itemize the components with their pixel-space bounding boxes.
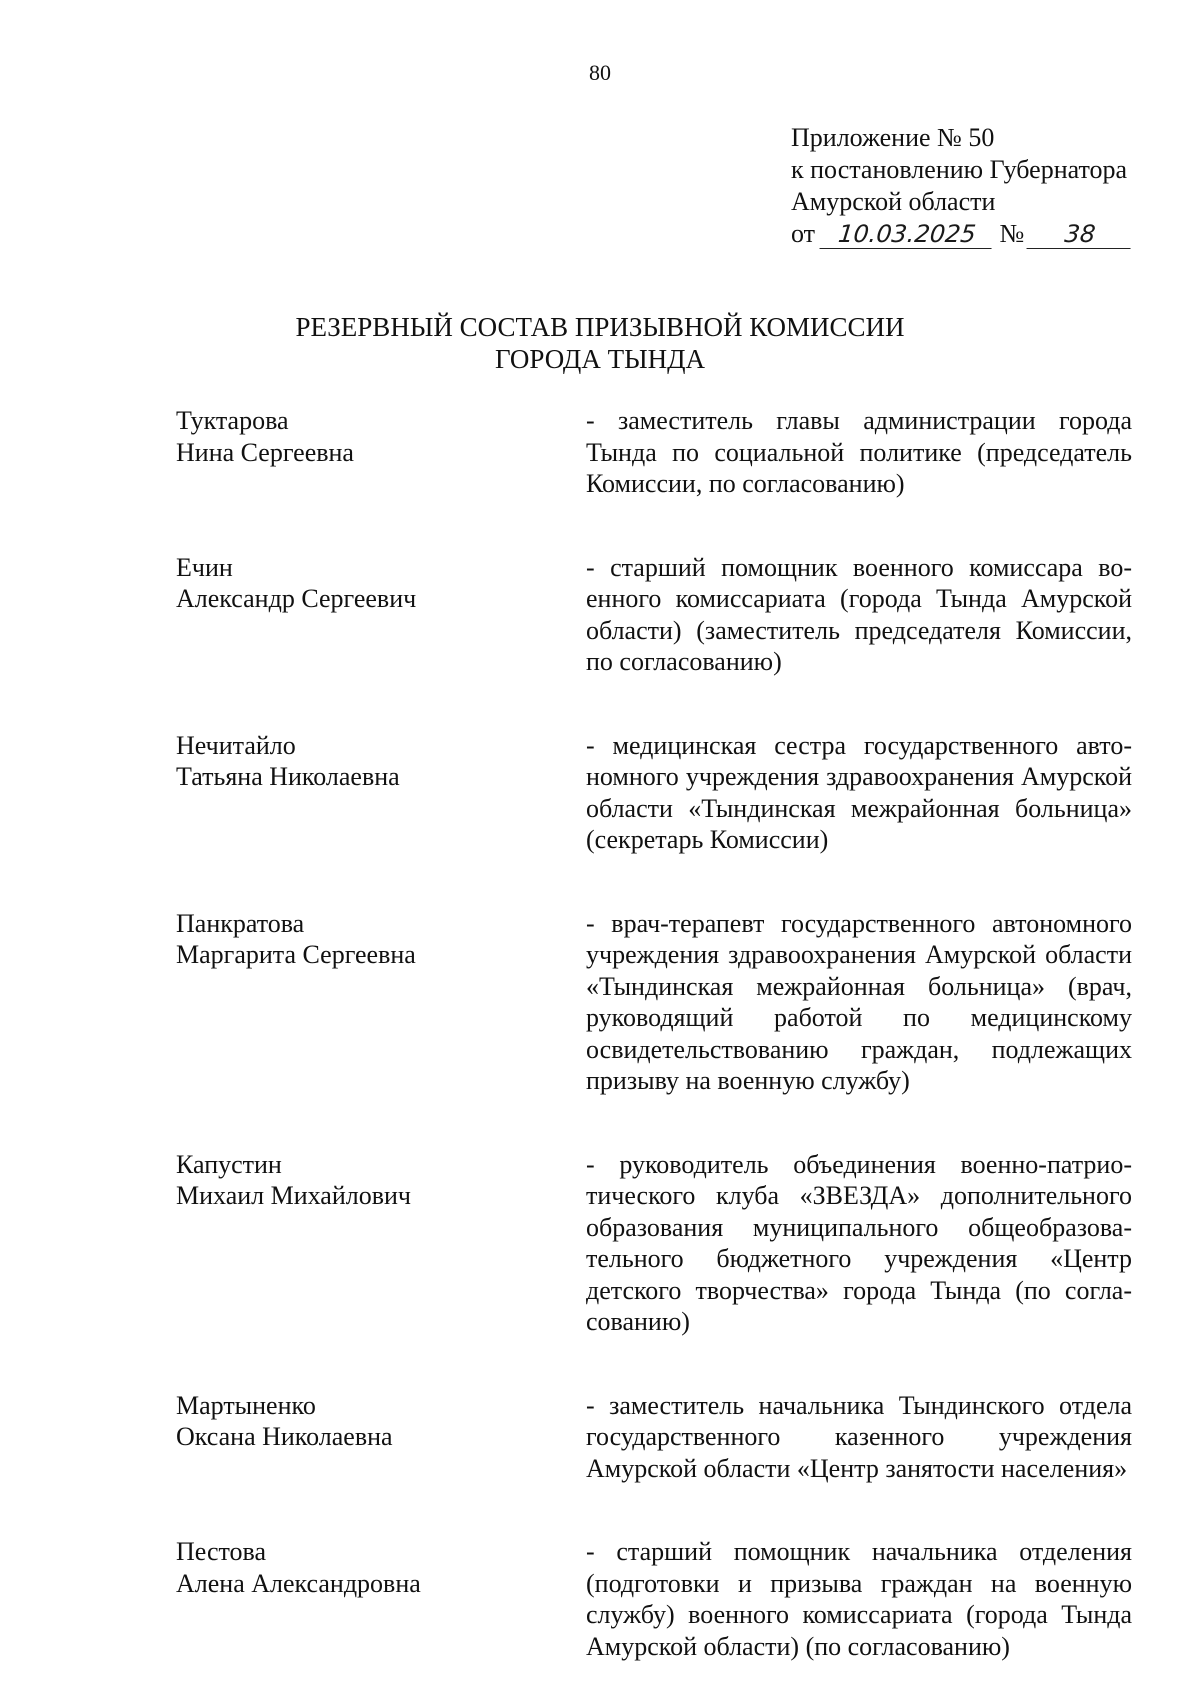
member-role: - заместитель главы администрации города Тында по социальной политике (председатель Комиссии, по согласованию) xyxy=(586,406,1132,498)
member-entry xyxy=(176,908,1132,1097)
member-given-names: Михаил Михайлович xyxy=(176,1181,412,1210)
member-name xyxy=(176,908,586,971)
member-role: - заместитель начальника Тындинского отдела государственного казенного учреждения Амурской области «Центр занятости населения» xyxy=(586,1390,1132,1483)
member-entry xyxy=(176,405,1132,500)
member-name xyxy=(176,1390,586,1453)
member-entry xyxy=(176,1536,1132,1662)
document-title xyxy=(0,311,1200,375)
member-surname: Капустин xyxy=(176,1149,282,1179)
member-name xyxy=(176,1149,586,1212)
appendix-date-line xyxy=(791,218,1132,250)
handwritten-number: 38 xyxy=(1027,220,1134,249)
date-prefix: от xyxy=(791,219,816,248)
number-prefix: № xyxy=(999,219,1025,248)
member-given-names: Маргарита Сергеевна xyxy=(176,940,416,969)
member-entry xyxy=(176,552,1132,678)
member-surname: Мартыненко xyxy=(176,1390,316,1420)
member-entry xyxy=(176,1149,1132,1338)
member-name xyxy=(176,730,586,793)
member-given-names: Нина Сергеевна xyxy=(176,437,354,467)
member-entry xyxy=(176,1390,1132,1485)
member-surname: Панкратова xyxy=(176,908,305,938)
page-number: 80 xyxy=(589,60,611,85)
member-name xyxy=(176,552,586,615)
appendix-region: Амурской области xyxy=(791,187,996,216)
member-surname: Ечин xyxy=(176,552,233,582)
member-name xyxy=(176,405,586,468)
member-role: - врач-терапевт государственного автономного учреждения здравоохранения Амурской области «Тындинская межрайонная больница» (врач, руководящий работой по медицинскому освидетельствованию граждан, подлежащих призыву на военную службу) xyxy=(586,908,1132,1095)
appendix-block xyxy=(791,122,1132,250)
appendix-reference: к постановлению Губернатора xyxy=(791,155,1128,184)
member-given-names: Татьяна Николаевна xyxy=(176,762,400,791)
member-role: - старший помощник начальника отделения (подготовки и призыва граждан на военную службу) военного комиссариата (города Тында Амурской области) (по согласованию) xyxy=(586,1537,1132,1661)
member-role: - медицинская сестра государственного автономного учреждения здравоохранения Амурской области «Тындинская межрайонная больница» (секретарь Комиссии) xyxy=(586,730,1132,854)
title-line-2: ГОРОДА ТЫНДА xyxy=(494,344,706,374)
member-given-names: Алена Александровна xyxy=(176,1568,421,1598)
member-entry xyxy=(176,730,1132,856)
appendix-title: Приложение № 50 xyxy=(791,123,995,152)
member-name xyxy=(176,1536,586,1599)
title-line-1: РЕЗЕРВНЫЙ СОСТАВ ПРИЗЫВНОЙ КОМИССИИ xyxy=(295,312,905,342)
member-given-names: Александр Сергеевич xyxy=(176,584,417,613)
handwritten-date: 10.03.2025 xyxy=(820,220,995,249)
member-surname: Нечитайло xyxy=(176,730,296,760)
member-given-names: Оксана Николаевна xyxy=(176,1422,393,1451)
member-surname: Пестова xyxy=(176,1537,266,1566)
members-list xyxy=(176,405,1132,1662)
member-surname: Туктарова xyxy=(176,406,289,435)
member-role: - руководитель объединения военно-патриотического клуба «ЗВЕЗДА» дополнительного образования муниципального общеобразовательного бюджетного учреждения «Центр детского творчества» города Тында (по согласованию) xyxy=(586,1149,1132,1336)
member-role: - старший помощник военного комиссара военного комиссариата (города Тында Амурской области) (заместитель председателя Комиссии, по согласованию) xyxy=(586,552,1132,676)
